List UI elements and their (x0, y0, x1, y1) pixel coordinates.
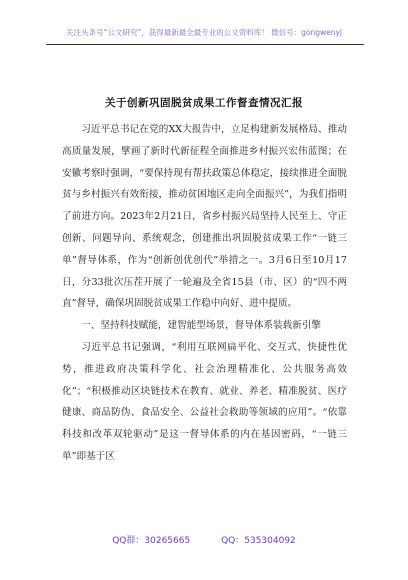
section-heading-1: 一、坚持科技赋能，建智能型场景，督导体系装载新引擎 (81, 320, 322, 332)
paragraph-intro: 习近平总书记在党的XX大报告中，立足构建新发展格局、推动高质量发展，擘画了新时代新征程全面推进乡村振兴宏伟蓝图；在安徽考察时强调，“要保持现有帮扶政策总体稳定，接续推进全面脱贫与乡村振兴有效衔接，推动贫困地区走向全面振兴”，为我们指明了前进方向。2023年2月21日，省乡村振兴局坚持人民至上、守正创新、问题导向、系统观念，创建推出巩固脱贫成果工作“一链三单”督导体系，作为“创新创优创代”举措之一。3月6日至10月17日，分33批次压茬开展了一轮遍及全省15县（市、区）的“四不两直”督导，确保巩固脱贫成果工作稳中向好、进中提质。 (62, 124, 347, 310)
qq-number: QQ：535304092 (221, 536, 296, 546)
qq-group-number: QQ群：30265665 (112, 536, 191, 546)
header-divider (46, 44, 364, 45)
document-body (62, 119, 347, 468)
footer-contacts (0, 533, 408, 546)
document-title: 关于创新巩固脱贫成果工作督查情况汇报 (105, 97, 303, 109)
header-note: 关注头条号“公文研究”，获得最新最全最专业的公文资料库！ 微信号：gongwenyj (65, 28, 343, 37)
paragraph-section-1: 习近平总书记强调，“利用互联网扁平化、交互式、快捷性优势，推进政府决策科学化、社会治理精准化、公共服务高效化”；“积极推动区块链技术在教育、就业、养老、精准脱贫、医疗健康、商品防伪、食品安全、公益社会救助等领域的应用”。“依靠科技和改革双轮驱动”是这一督导体系的内在基因密码，“一链三单”即基于区 (62, 341, 347, 462)
